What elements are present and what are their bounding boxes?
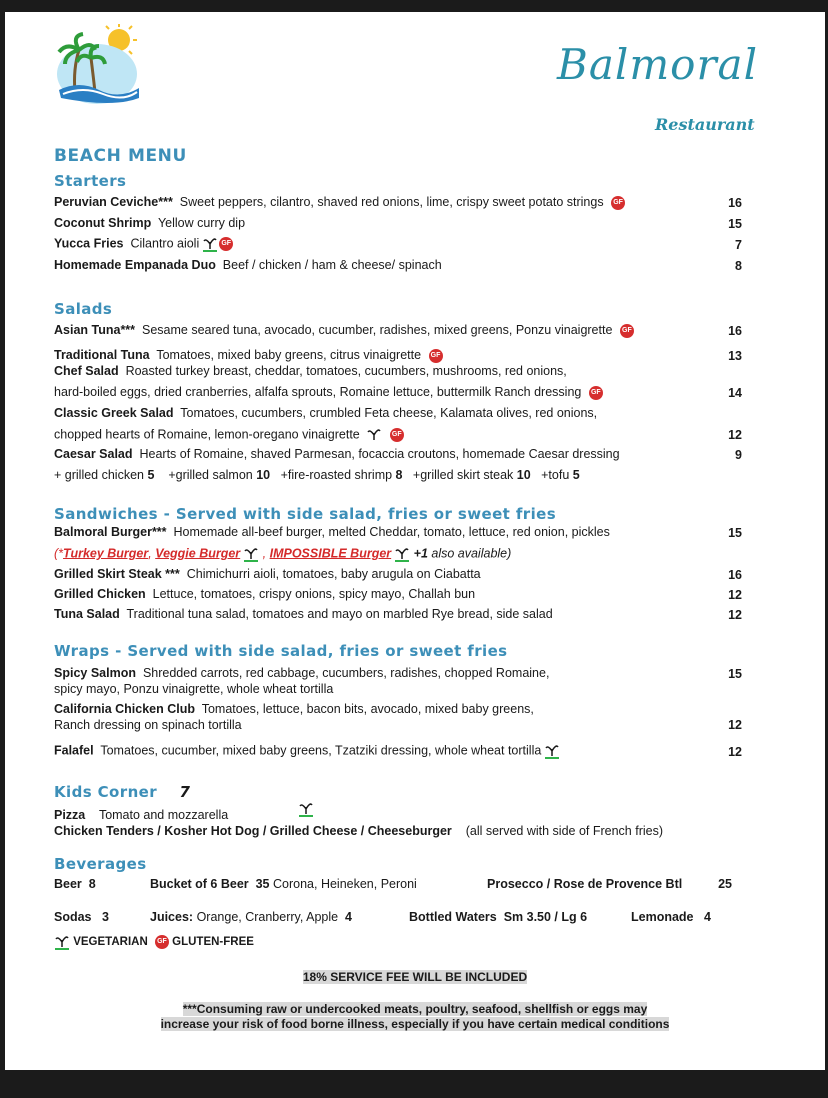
burger-alternatives: (*Turkey Burger, Veggie Burger , IMPOSSIBLE Burger +1 also available) bbox=[54, 546, 512, 561]
beverage-prosecco: Prosecco / Rose de Provence Btl bbox=[487, 877, 683, 891]
gluten-free-icon: GF bbox=[589, 386, 603, 400]
item-desc-line2: spicy mayo, Ponzu vinaigrette, whole wheat tortilla bbox=[54, 682, 334, 696]
gluten-free-icon: GF bbox=[155, 935, 169, 949]
item-price: 7 bbox=[735, 238, 742, 252]
item-price: 16 bbox=[728, 324, 742, 338]
item-price: 12 bbox=[728, 588, 742, 602]
menu-item: Grilled Skirt Steak *** Chimichurri aioli, tomatoes, baby arugula on Ciabatta bbox=[54, 567, 481, 581]
brand-subtitle: Restaurant bbox=[655, 115, 755, 134]
gluten-free-icon: GF bbox=[219, 237, 233, 251]
legend-gluten-free: GLUTEN-FREE bbox=[172, 936, 254, 949]
menu-item: California Chicken Club Tomatoes, lettuce, bacon bits, avocado, mixed baby greens, bbox=[54, 702, 534, 716]
section-wraps-title: Wraps - Served with side salad, fries or sweet fries bbox=[54, 642, 508, 660]
vegetarian-icon bbox=[54, 934, 70, 950]
menu-page bbox=[5, 12, 825, 1070]
vegetarian-icon bbox=[544, 743, 560, 759]
menu-item: Yucca Fries Cilantro aioli GF bbox=[54, 236, 233, 252]
menu-item: Asian Tuna*** Sesame seared tuna, avocado, cucumber, radishes, mixed greens, Ponzu vinaigrette GF bbox=[54, 323, 634, 338]
item-price: 12 bbox=[728, 608, 742, 622]
menu-item: Pizza Tomato and mozzarella bbox=[54, 808, 229, 822]
food-safety-warning: ***Consuming raw or undercooked meats, poultry, seafood, shellfish or eggs may increase your risk of food borne illness, especially if you have certain medical conditions bbox=[160, 1002, 670, 1031]
item-price: 15 bbox=[728, 526, 742, 540]
salad-addons: + grilled chicken 5 +grilled salmon 10 +fire-roasted shrimp 8 +grilled skirt steak 10 +tofu 5 bbox=[54, 468, 580, 482]
menu-title: BEACH MENU bbox=[54, 146, 187, 166]
menu-item: Chef Salad Roasted turkey breast, cheddar, tomatoes, cucumbers, mushrooms, red onions, bbox=[54, 364, 567, 378]
beverage-water: Bottled Waters Sm 3.50 / Lg 6 bbox=[409, 910, 588, 924]
item-price: 8 bbox=[735, 259, 742, 273]
icon-legend bbox=[54, 934, 254, 950]
gluten-free-icon: GF bbox=[620, 324, 634, 338]
item-price: 9 bbox=[735, 448, 742, 462]
menu-item: Coconut Shrimp Yellow curry dip bbox=[54, 216, 246, 230]
brand-name: Balmoral bbox=[557, 40, 758, 89]
vegetarian-icon bbox=[298, 801, 314, 817]
item-desc-line2: hard-boiled eggs, dried cranberries, alfalfa sprouts, Romaine lettuce, buttermilk Ranch dressing GF bbox=[54, 385, 603, 400]
section-salads-title: Salads bbox=[54, 300, 113, 318]
item-price: 12 bbox=[728, 718, 742, 732]
section-beverages-title: Beverages bbox=[54, 855, 147, 873]
menu-item: Balmoral Burger*** Homemade all-beef burger, melted Cheddar, tomato, lettuce, red onion, pickles bbox=[54, 525, 610, 539]
menu-item: Classic Greek Salad Tomatoes, cucumbers, crumbled Feta cheese, Kalamata olives, red onions, bbox=[54, 406, 598, 420]
vegetarian-icon bbox=[243, 546, 259, 562]
menu-item: Spicy Salmon Shredded carrots, red cabbage, cucumbers, radishes, chopped Romaine, bbox=[54, 666, 550, 680]
item-price: 16 bbox=[728, 196, 742, 210]
item-price: 13 bbox=[728, 349, 742, 363]
section-starters-title: Starters bbox=[54, 172, 127, 190]
item-price: 12 bbox=[728, 745, 742, 759]
menu-item: Falafel Tomatoes, cucumber, mixed baby greens, Tzatziki dressing, whole wheat tortilla bbox=[54, 743, 560, 759]
menu-item: Traditional Tuna Tomatoes, mixed baby greens, citrus vinaigrette GF bbox=[54, 348, 443, 363]
vegetarian-icon bbox=[394, 546, 410, 562]
item-desc-line2: Ranch dressing on spinach tortilla bbox=[54, 718, 242, 732]
gluten-free-icon: GF bbox=[390, 428, 404, 442]
item-price: 16 bbox=[728, 568, 742, 582]
beverage-lemonade: Lemonade 4 bbox=[631, 910, 711, 924]
item-price: 15 bbox=[728, 667, 742, 681]
menu-item: Tuna Salad Traditional tuna salad, tomatoes and mayo on marbled Rye bread, side salad bbox=[54, 607, 553, 621]
menu-item: Caesar Salad Hearts of Romaine, shaved Parmesan, focaccia croutons, homemade Caesar dressing bbox=[54, 447, 620, 461]
service-fee-notice: 18% SERVICE FEE WILL BE INCLUDED bbox=[302, 970, 528, 984]
kids-price: 7 bbox=[179, 783, 191, 801]
beverage-bucket: Bucket of 6 Beer 35 Corona, Heineken, Peroni bbox=[150, 877, 417, 891]
item-price: 15 bbox=[728, 217, 742, 231]
vegetarian-icon bbox=[202, 236, 218, 252]
beverage-beer: Beer 8 bbox=[54, 877, 96, 891]
beverage-sodas: Sodas 3 bbox=[54, 910, 109, 924]
menu-item: Peruvian Ceviche*** Sweet peppers, cilantro, shaved red onions, lime, crispy sweet potato strings GF bbox=[54, 195, 625, 210]
item-price: 12 bbox=[728, 428, 742, 442]
beverage-juices: Juices: Orange, Cranberry, Apple 4 bbox=[150, 910, 352, 924]
item-price: 14 bbox=[728, 386, 742, 400]
item-price: 25 bbox=[718, 877, 732, 891]
palm-beach-logo-icon bbox=[53, 24, 141, 108]
gluten-free-icon: GF bbox=[611, 196, 625, 210]
vegetarian-icon bbox=[366, 427, 382, 443]
menu-item: Grilled Chicken Lettuce, tomatoes, crispy onions, spicy mayo, Challah bun bbox=[54, 587, 476, 601]
kids-combo: Chicken Tenders / Kosher Hot Dog / Grilled Cheese / Cheeseburger (all served with side of French fries) bbox=[54, 824, 663, 838]
legend-vegetarian: VEGETARIAN bbox=[73, 936, 148, 949]
menu-item: Homemade Empanada Duo Beef / chicken / ham & cheese/ spinach bbox=[54, 258, 442, 272]
section-kids-title: Kids Corner 7 bbox=[54, 783, 191, 801]
item-desc-line2: chopped hearts of Romaine, lemon-oregano vinaigrette GF bbox=[54, 427, 404, 443]
section-sandwiches-title: Sandwiches - Served with side salad, fries or sweet fries bbox=[54, 505, 557, 523]
gluten-free-icon: GF bbox=[429, 349, 443, 363]
